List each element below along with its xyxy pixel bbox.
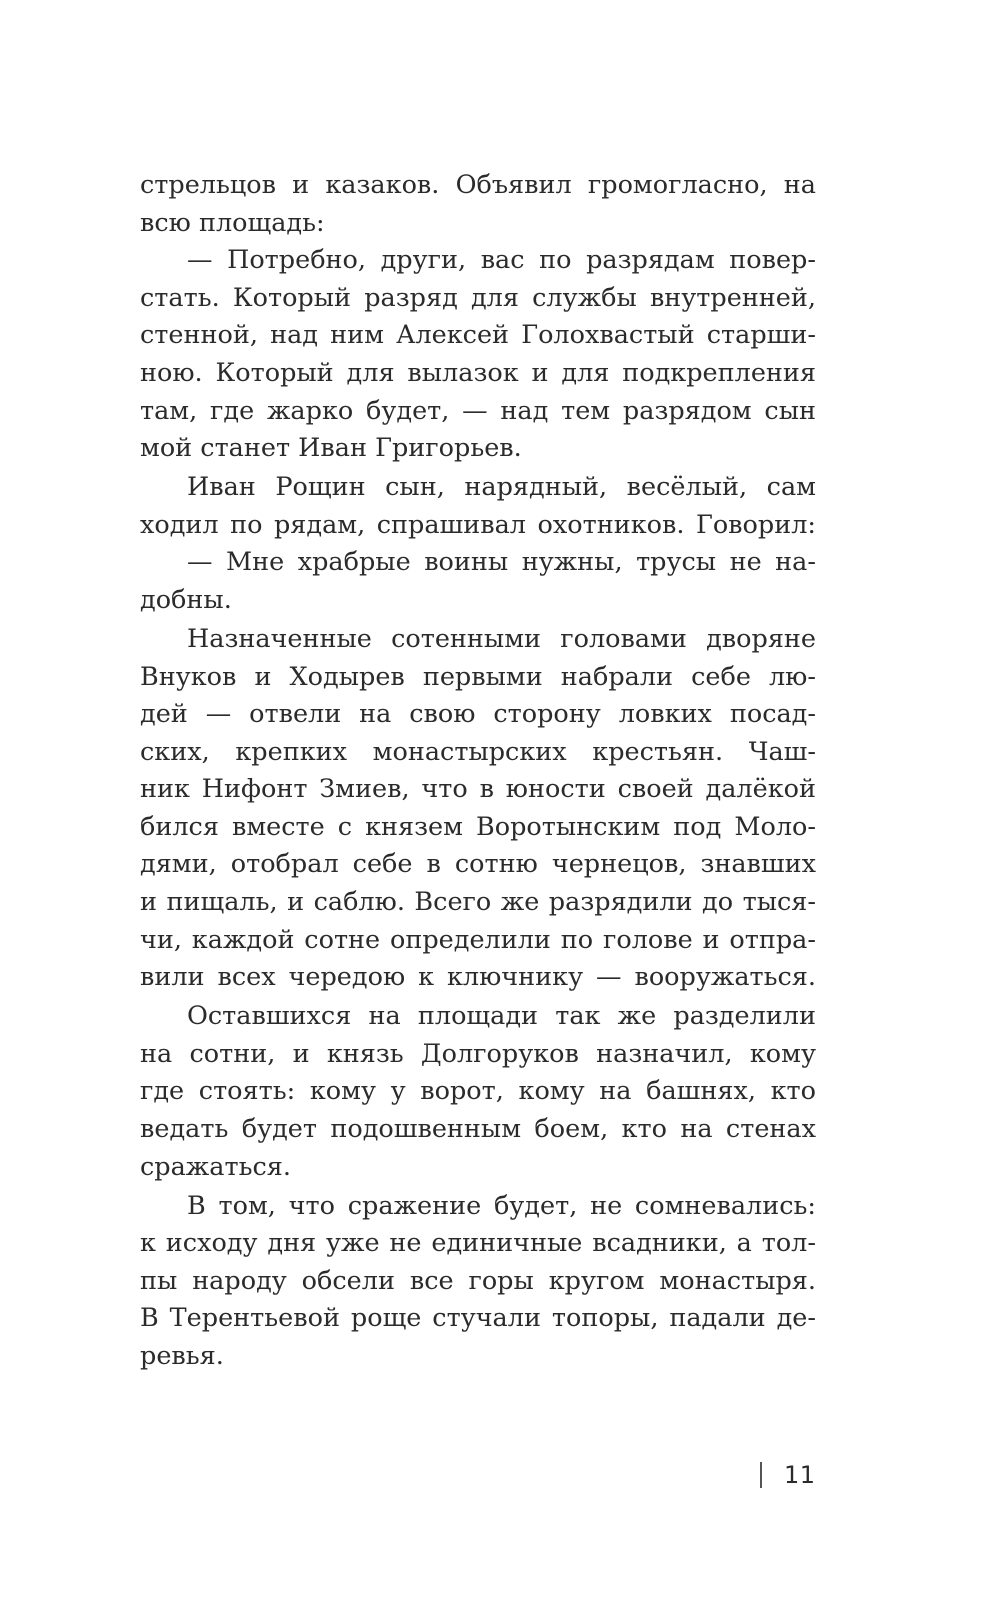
- text-line: — Мне храбрые воины нужны, трусы не на-: [187, 547, 816, 578]
- text-line: где стоять: кому у ворот, кому на башнях, кто: [140, 1076, 816, 1107]
- page-number: 11: [784, 1461, 816, 1489]
- text-line: на сотни, и князь Долгоруков назначил, кому: [140, 1038, 816, 1069]
- text-line: дей — отвели на свою сторону ловких посад-: [140, 699, 816, 730]
- text-line: Назначенные сотенными головами дворяне: [187, 623, 816, 654]
- text-line: Иван Рощин сын, нарядный, весёлый, сам: [187, 472, 816, 503]
- text-line: Оставшихся на площади так же разделили: [187, 1001, 816, 1032]
- text-line: ревья.: [140, 1340, 224, 1371]
- text-line: пы народу обсели все горы кругом монастыря.: [140, 1265, 816, 1296]
- text-line: ведать будет подошвенным боем, кто на стенах: [140, 1114, 816, 1145]
- footer-divider: [760, 1462, 762, 1488]
- text-line: ходил по рядам, спрашивал охотников. Говорил:: [140, 509, 816, 540]
- text-line: к исходу дня уже не единичные всадники, а тол-: [140, 1228, 816, 1259]
- text-line: В Терентьевой роще стучали топоры, падали де-: [140, 1303, 816, 1334]
- text-line: В том, что сражение будет, не сомневались:: [187, 1190, 816, 1221]
- text-line: дями, отобрал себе в сотню чернецов, знавших: [140, 849, 816, 880]
- text-line: там, где жарко будет, — над тем разрядом сын: [140, 395, 816, 426]
- text-line: вили всех чередою к ключнику — вооружаться.: [140, 962, 816, 993]
- text-line: бился вместе с князем Воротынским под Моло-: [140, 811, 816, 842]
- text-line: стенной, над ним Алексей Голохвастый старши-: [140, 320, 816, 351]
- text-line: ною. Который для вылазок и для подкрепления: [140, 357, 816, 388]
- text-line: ских, крепких монастырских крестьян. Чаш-: [140, 736, 816, 767]
- text-line: чи, каждой сотне определили по голове и отпра-: [140, 924, 816, 955]
- text-line: стать. Который разряд для службы внутренней,: [140, 282, 816, 313]
- text-line: — Потребно, други, вас по разрядам повер-: [187, 245, 816, 276]
- page-footer: [760, 1455, 816, 1495]
- text-line: добны.: [140, 584, 232, 615]
- text-line: Внуков и Ходырев первыми набрали себе лю-: [140, 661, 816, 692]
- text-line: и пищаль, и саблю. Всего же разрядили до тыся-: [140, 887, 816, 918]
- body-text: [140, 167, 816, 1376]
- text-line: сражаться.: [140, 1151, 291, 1182]
- text-line: стрельцов и казаков. Объявил громогласно, на: [140, 170, 816, 200]
- text-line: всю площадь:: [140, 207, 325, 238]
- text-line: ник Нифонт Змиев, что в юности своей далёкой: [140, 774, 816, 805]
- text-line: мой станет Иван Григорьев.: [140, 433, 522, 464]
